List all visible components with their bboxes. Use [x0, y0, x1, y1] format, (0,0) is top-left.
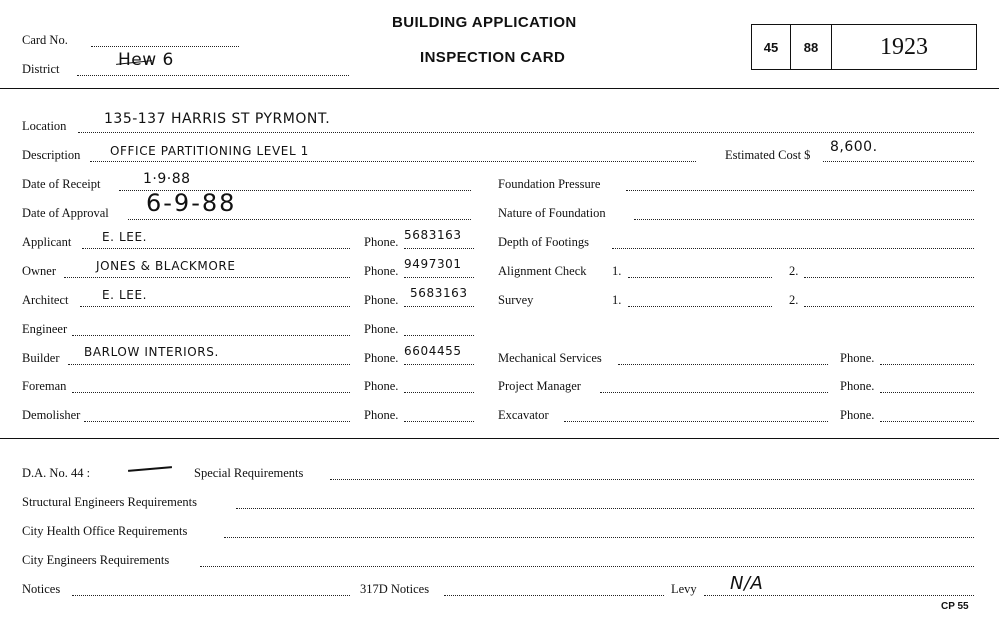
foundation-pressure-label: Foundation Pressure	[498, 177, 601, 191]
card-number-box	[751, 24, 977, 70]
special-requirements-label: Special Requirements	[194, 466, 304, 480]
foreman-phone-field[interactable]	[404, 392, 474, 393]
depth-footings-label: Depth of Footings	[498, 235, 589, 249]
survey-1-label: 1.	[612, 293, 622, 307]
notices-field[interactable]	[72, 595, 350, 596]
foreman-phone-label: Phone.	[364, 379, 399, 393]
builder-field[interactable]	[68, 364, 350, 365]
architect-field[interactable]	[80, 306, 350, 307]
mechanical-field[interactable]	[618, 364, 828, 365]
exc-phone-field[interactable]	[880, 421, 974, 422]
card-title-line1: BUILDING APPLICATION	[392, 14, 577, 31]
architect-value: E. LEE.	[102, 288, 148, 302]
excavator-field[interactable]	[564, 421, 828, 422]
nature-foundation-field[interactable]	[634, 219, 974, 220]
applicant-phone-value: 5683163	[404, 228, 462, 242]
levy-field[interactable]	[704, 595, 974, 596]
estimated-cost-field[interactable]	[823, 161, 974, 162]
district-value: Hew 6	[118, 50, 174, 70]
demolisher-phone-label: Phone.	[364, 408, 399, 422]
da-no-dash	[128, 466, 172, 472]
description-label: Description	[22, 148, 81, 162]
demolisher-field[interactable]	[84, 421, 350, 422]
card-no-field[interactable]	[91, 46, 239, 47]
survey-2-label: 2.	[789, 293, 799, 307]
city-engineers-label: City Engineers Requirements	[22, 553, 170, 567]
nature-foundation-label: Nature of Foundation	[498, 206, 606, 220]
card-number-part2: 88	[803, 39, 819, 55]
pm-phone-field[interactable]	[880, 392, 974, 393]
alignment-1-label: 1.	[612, 264, 622, 278]
location-field[interactable]	[78, 132, 974, 133]
notices-317d-label: 317D Notices	[360, 582, 430, 596]
applicant-phone-field[interactable]	[404, 248, 474, 249]
alignment-2-field[interactable]	[804, 277, 974, 278]
alignment-1-field[interactable]	[628, 277, 772, 278]
estimated-cost-value: 8,600.	[830, 139, 878, 155]
date-approval-field[interactable]	[128, 219, 471, 220]
mechanical-label: Mechanical Services	[498, 351, 602, 365]
special-requirements-field[interactable]	[330, 479, 974, 480]
demolisher-label: Demolisher	[22, 408, 81, 422]
district-label: District	[22, 62, 60, 76]
demolisher-phone-field[interactable]	[404, 421, 474, 422]
architect-phone-label: Phone.	[364, 293, 399, 307]
builder-label: Builder	[22, 351, 60, 365]
survey-2-field[interactable]	[804, 306, 974, 307]
architect-label: Architect	[22, 293, 69, 307]
architect-phone-value: 5683163	[410, 286, 468, 300]
mechanical-phone-field[interactable]	[880, 364, 974, 365]
applicant-phone-label: Phone.	[364, 235, 399, 249]
project-manager-label: Project Manager	[498, 379, 581, 393]
city-engineers-field[interactable]	[200, 566, 974, 567]
notices-label: Notices	[22, 582, 61, 596]
structural-label: Structural Engineers Requirements	[22, 495, 197, 509]
card-number-part1: 45	[763, 39, 779, 55]
foreman-label: Foreman	[22, 379, 67, 393]
location-value: 135-137 HARRIS ST PYRMONT.	[104, 111, 331, 127]
depth-footings-field[interactable]	[612, 248, 974, 249]
form-code: CP 55	[941, 601, 969, 612]
applicant-value: E. LEE.	[102, 230, 148, 244]
owner-label: Owner	[22, 264, 57, 278]
section-rule	[0, 438, 999, 439]
health-field[interactable]	[224, 537, 974, 538]
pm-phone-label: Phone.	[840, 379, 875, 393]
owner-field[interactable]	[64, 277, 350, 278]
project-manager-field[interactable]	[600, 392, 828, 393]
date-receipt-value: 1·9·88	[143, 171, 191, 187]
applicant-field[interactable]	[82, 248, 350, 249]
card-title-line2: INSPECTION CARD	[420, 49, 566, 66]
owner-phone-label: Phone.	[364, 264, 399, 278]
survey-1-field[interactable]	[628, 306, 772, 307]
applicant-label: Applicant	[22, 235, 72, 249]
builder-phone-value: 6604455	[404, 344, 462, 358]
health-label: City Health Office Requirements	[22, 524, 188, 538]
card-no-label: Card No.	[22, 33, 68, 47]
alignment-2-label: 2.	[789, 264, 799, 278]
da-no-label: D.A. No. 44 :	[22, 466, 91, 480]
engineer-phone-label: Phone.	[364, 322, 399, 336]
description-value: OFFICE PARTITIONING LEVEL 1	[110, 144, 309, 158]
excavator-label: Excavator	[498, 408, 549, 422]
alignment-check-label: Alignment Check	[498, 264, 587, 278]
engineer-label: Engineer	[22, 322, 68, 336]
district-field[interactable]	[77, 75, 349, 76]
foreman-field[interactable]	[72, 392, 350, 393]
description-field[interactable]	[90, 161, 696, 162]
architect-phone-field[interactable]	[404, 306, 474, 307]
date-approval-label: Date of Approval	[22, 206, 109, 220]
owner-phone-value: 9497301	[404, 257, 462, 271]
levy-label: Levy	[671, 582, 697, 596]
card-number-part3: 1923	[880, 33, 928, 60]
structural-field[interactable]	[236, 508, 974, 509]
exc-phone-label: Phone.	[840, 408, 875, 422]
builder-phone-field[interactable]	[404, 364, 474, 365]
notices-317d-field[interactable]	[444, 595, 664, 596]
levy-value: N/A	[730, 573, 764, 594]
mechanical-phone-label: Phone.	[840, 351, 875, 365]
date-approval-value: 6-9-88	[146, 189, 237, 217]
builder-value: BARLOW INTERIORS.	[84, 345, 219, 359]
location-label: Location	[22, 119, 67, 133]
owner-phone-field[interactable]	[404, 277, 474, 278]
owner-value: JONES & BLACKMORE	[96, 259, 236, 273]
date-receipt-label: Date of Receipt	[22, 177, 101, 191]
survey-label: Survey	[498, 293, 534, 307]
engineer-field[interactable]	[72, 335, 350, 336]
foundation-pressure-field[interactable]	[626, 190, 974, 191]
builder-phone-label: Phone.	[364, 351, 399, 365]
header-rule	[0, 88, 999, 89]
estimated-cost-label: Estimated Cost $	[725, 148, 811, 162]
engineer-phone-field[interactable]	[404, 335, 474, 336]
